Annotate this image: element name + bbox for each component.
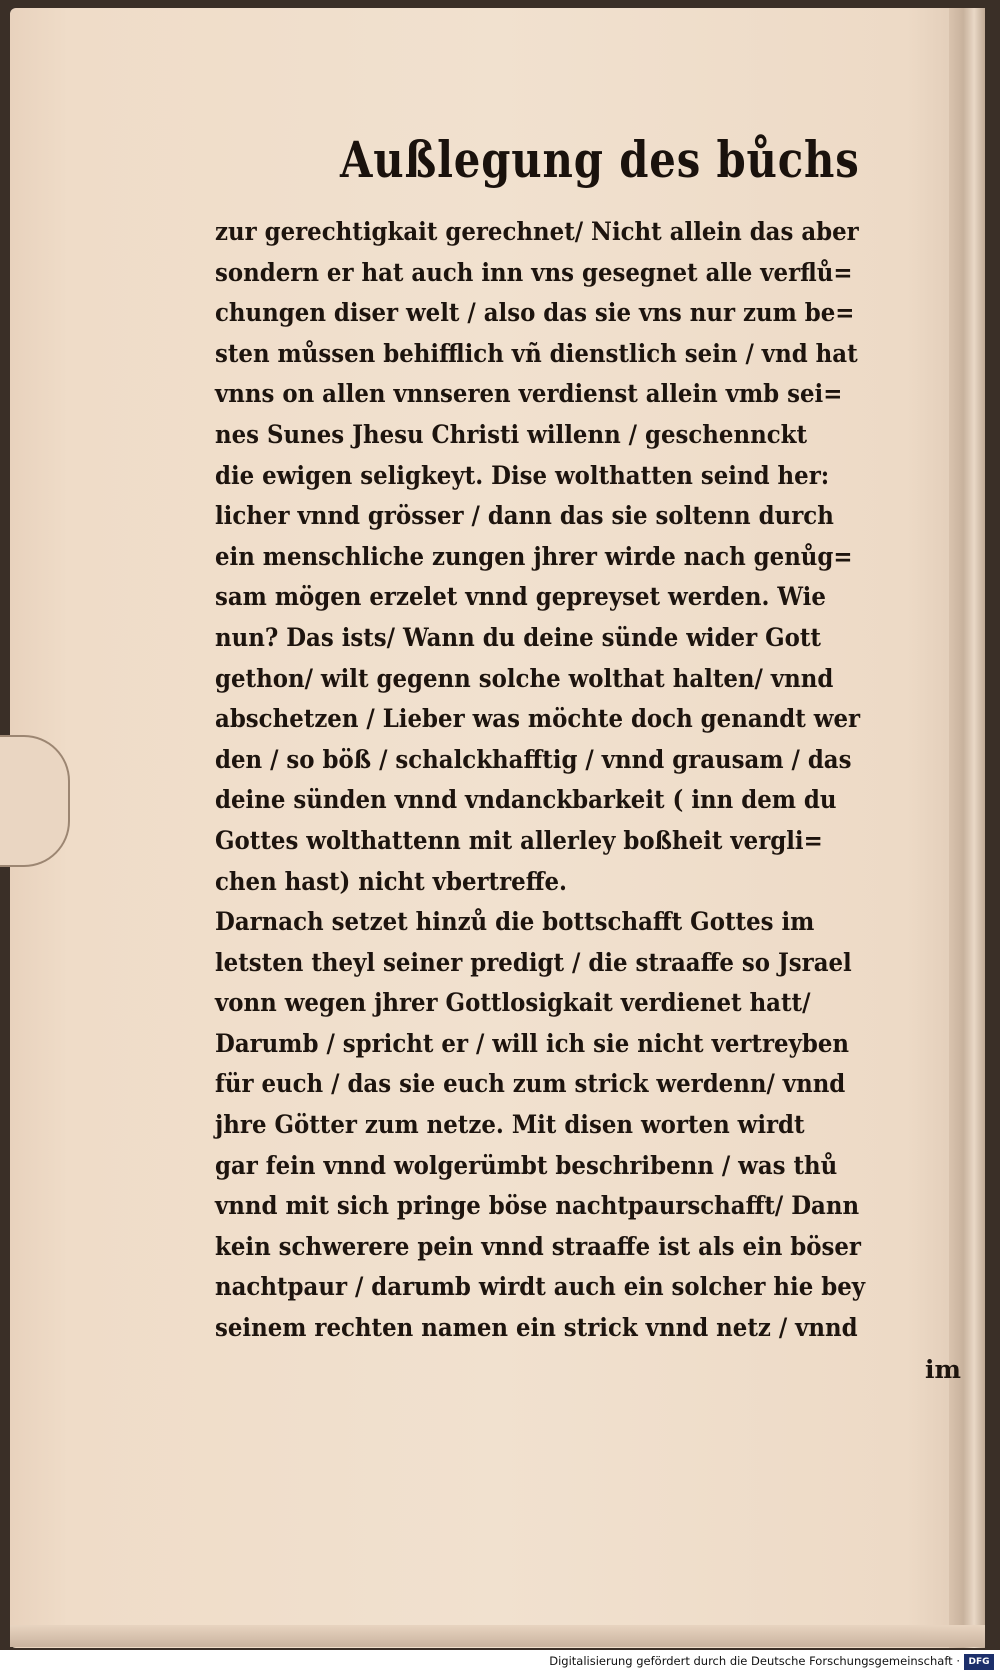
dfg-logo: DFG: [964, 1654, 994, 1670]
text-line: sten můssen behifflich vñ dienstlich sein / vnd hat: [215, 338, 858, 368]
text-line: jhre Götter zum netze. Mit disen worten wirdt: [215, 1110, 805, 1140]
text-line: ein menschliche zungen jhrer wirde nach genůg=: [215, 541, 853, 571]
text-line: nun? Das ists/ Wann du deine sünde wider Gott: [215, 622, 821, 652]
page-bottom-edge: [10, 1625, 985, 1647]
text-line: letsten theyl seiner predigt / die straaffe so Jsrael: [215, 947, 852, 977]
text-line: gar fein vnnd wolgerümbt beschribenn / was thů: [215, 1150, 838, 1180]
text-line: die ewigen seligkeyt. Dise wolthatten seind her:: [215, 460, 830, 490]
text-line: für euch / das sie euch zum strick werdenn/ vnnd: [215, 1069, 846, 1099]
body-text: [215, 212, 975, 1349]
text-line: zur gerechtigkait gerechnet/ Nicht allein das aber: [215, 217, 859, 246]
text-line: den / so böß / schalckhafftig / vnnd grausam / das: [215, 744, 852, 774]
text-line: gethon/ wilt gegenn solche wolthat halten/ vnnd: [215, 663, 834, 693]
text-line: seinem rechten namen ein strick vnnd netz / vnnd: [215, 1313, 858, 1343]
footer-credit: Digitalisierung gefördert durch die Deutsche Forschungsgemeinschaft ·: [549, 1654, 960, 1668]
footer-bar: [0, 1652, 1000, 1673]
page-header: Außlegung des bůchs: [340, 130, 860, 189]
text-line: sam mögen erzelet vnnd gepreyset werden. Wie: [215, 582, 826, 612]
text-line: Gottes wolthattenn mit allerley boßheit vergli=: [215, 825, 823, 855]
text-line: nachtpaur / darumb wirdt auch ein solcher hie bey: [215, 1272, 866, 1302]
text-line: deine sünden vnnd vndanckbarkeit ( inn dem du: [215, 785, 837, 815]
bookmark-tab: [0, 735, 70, 867]
text-line: chen hast) nicht vbertreffe.: [215, 866, 567, 896]
text-line: Darumb / spricht er / will ich sie nicht vertreyben: [215, 1028, 850, 1058]
catchword: im: [925, 1355, 961, 1384]
text-line: licher vnnd grösser / dann das sie soltenn durch: [215, 501, 834, 531]
text-line: nes Sunes Jhesu Christi willenn / geschennckt: [215, 419, 808, 449]
text-line: vonn wegen jhrer Gottlosigkait verdienet hatt/: [215, 988, 811, 1018]
text-line: Darnach setzet hinzů die bottschafft Gottes im: [215, 907, 815, 937]
text-line: vnns on allen vnnseren verdienst allein vmb sei=: [215, 379, 843, 409]
text-line: abschetzen / Lieber was möchte doch genandt wer: [215, 704, 861, 734]
text-line: kein schwerere pein vnnd straaffe ist als ein böser: [215, 1231, 861, 1261]
text-line: chungen diser welt / also das sie vns nur zum be=: [215, 298, 855, 328]
text-line: vnnd mit sich pringe böse nachtpaurschafft/ Dann: [215, 1191, 860, 1221]
text-line: sondern er hat auch inn vns gesegnet alle verflů=: [215, 257, 853, 287]
